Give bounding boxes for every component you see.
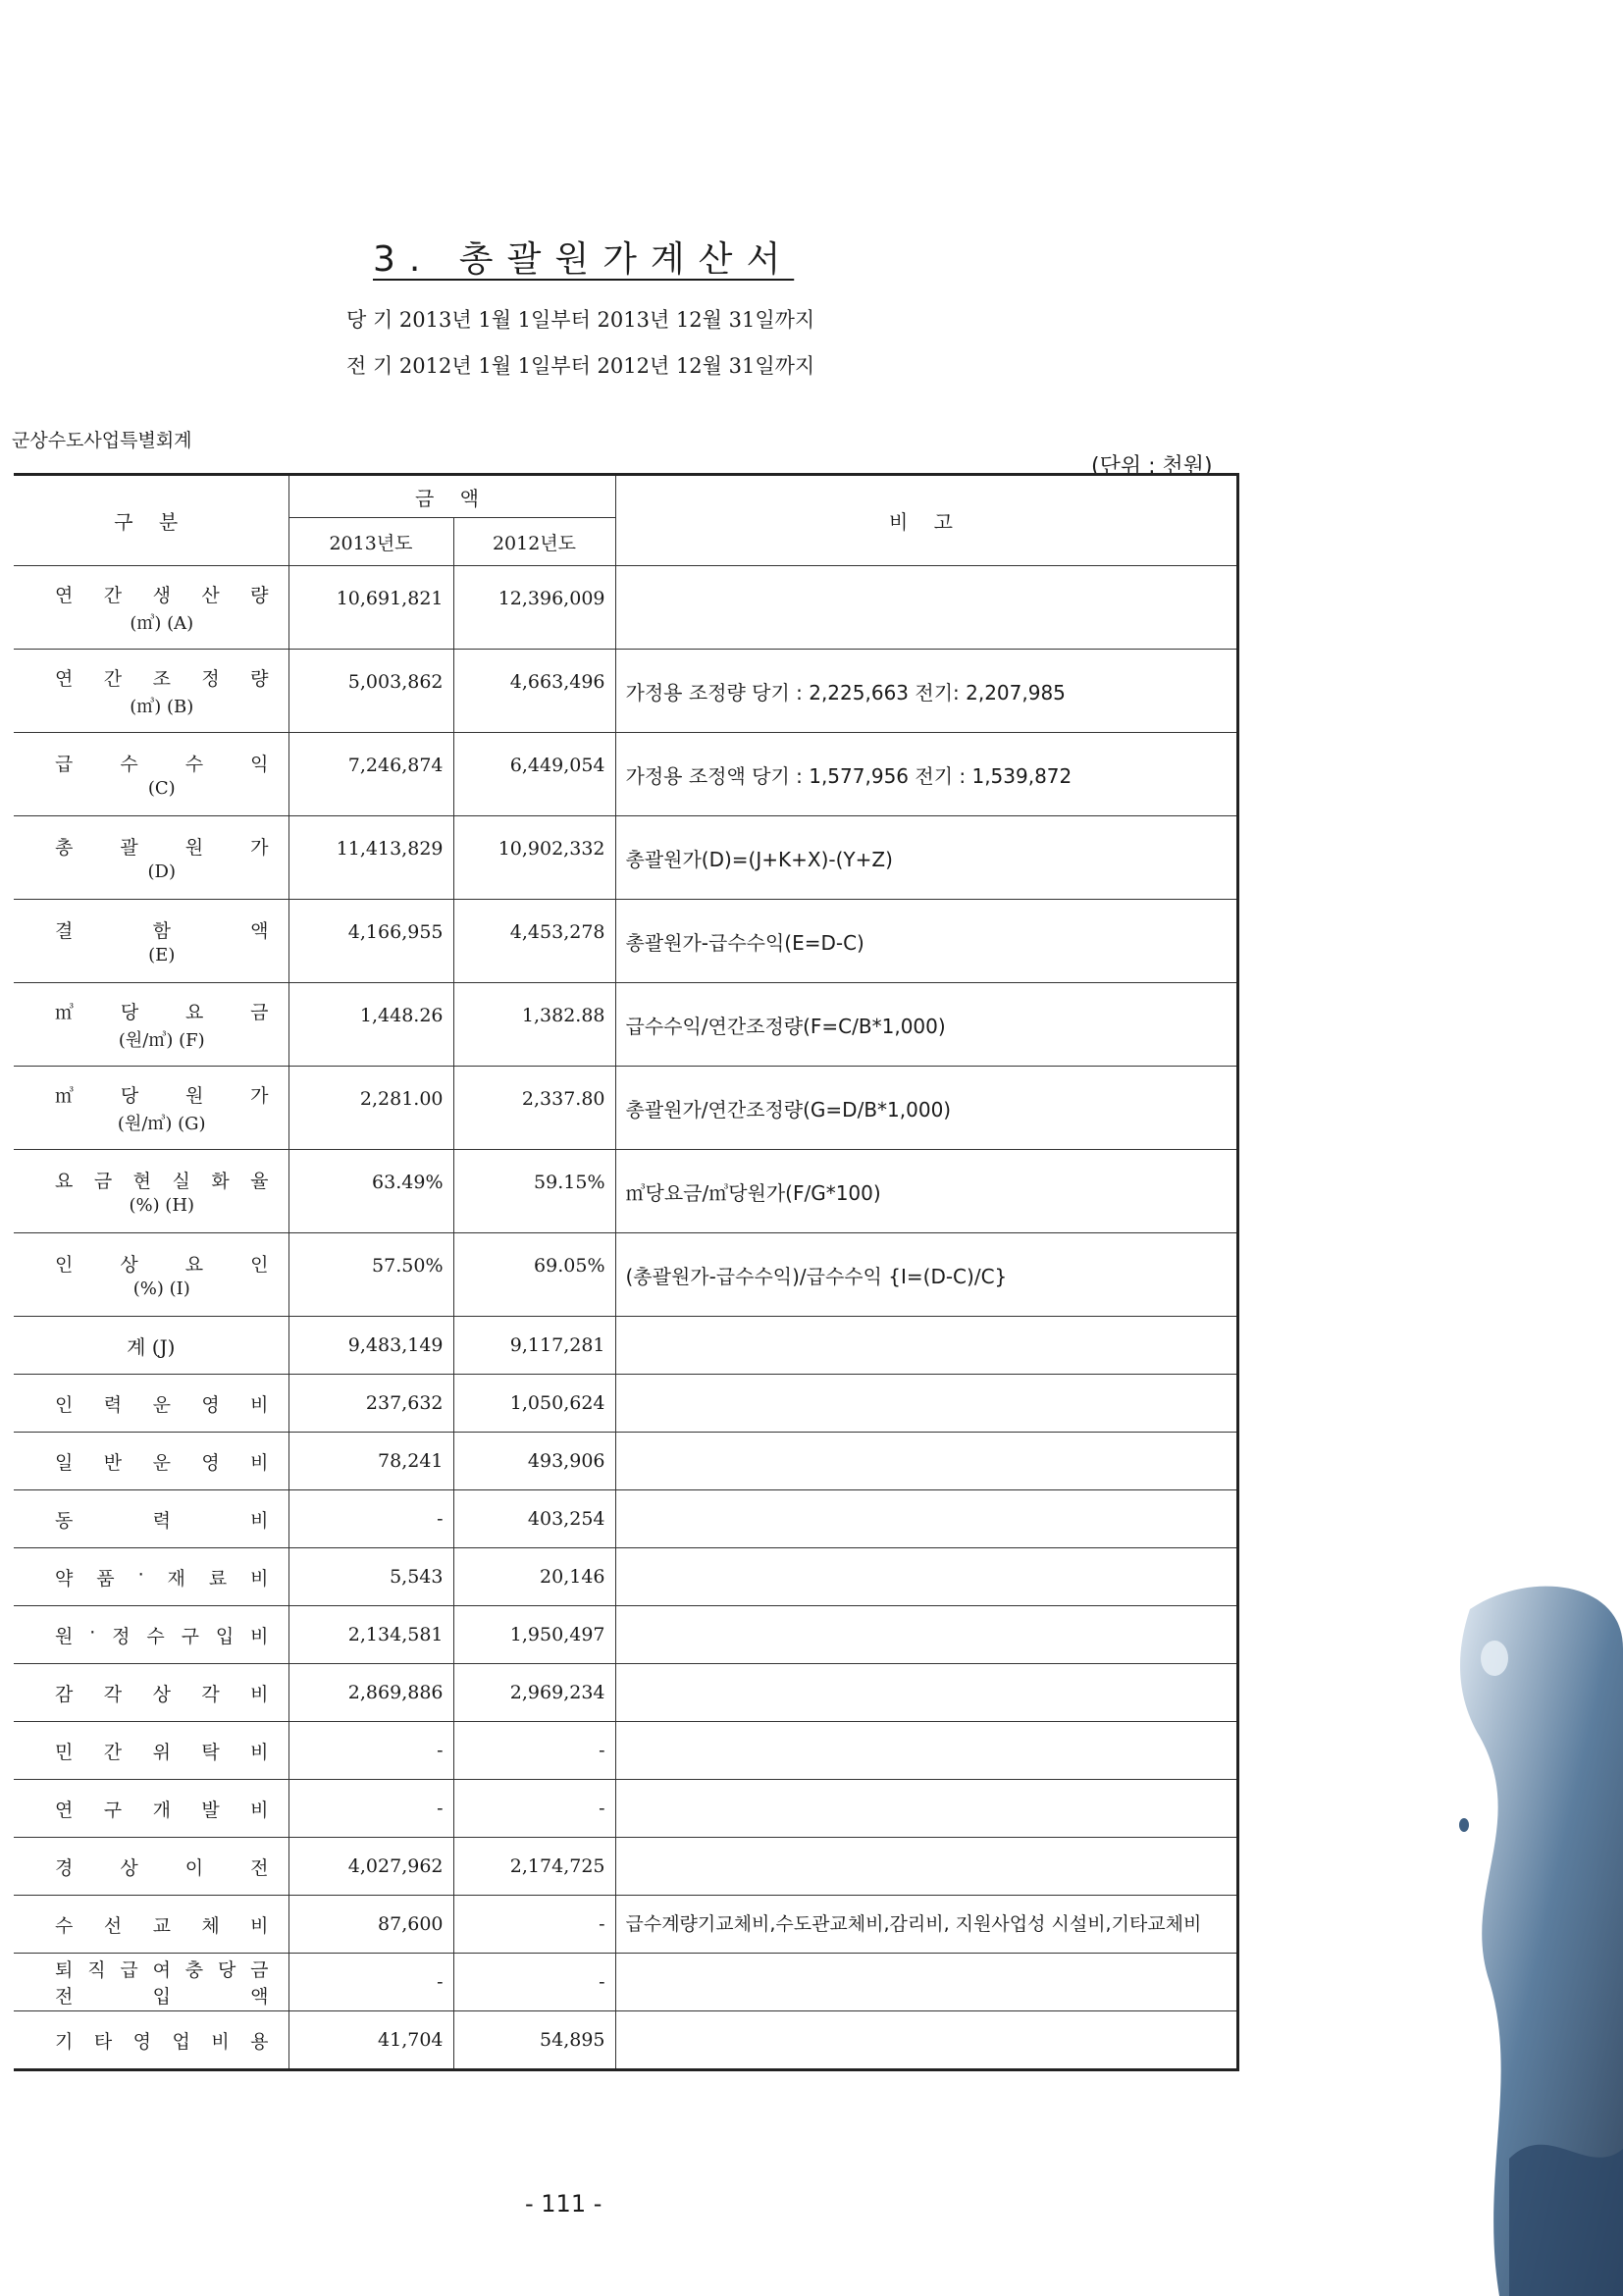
summary-current: 5,003,862 bbox=[288, 650, 453, 733]
summary-label bbox=[14, 650, 288, 733]
cost-label-char: 개 bbox=[152, 1799, 171, 1821]
summary-label-char: 원 bbox=[184, 1084, 204, 1107]
summary-label-char: 당 bbox=[120, 1001, 139, 1023]
summary-current: 2,281.00 bbox=[288, 1067, 453, 1150]
summary-label-char: 액 bbox=[250, 920, 269, 942]
cost-row bbox=[14, 1433, 1237, 1490]
cost-label-char: 품 bbox=[96, 1567, 115, 1590]
summary-label bbox=[14, 1150, 288, 1233]
cost-label-char: 각 bbox=[201, 1683, 220, 1705]
page-number: - 111 - bbox=[525, 2190, 602, 2218]
summary-label bbox=[14, 733, 288, 816]
cost-label-char: 전 bbox=[250, 1856, 269, 1879]
summary-label-char: 인 bbox=[250, 1254, 269, 1276]
cost-label-char: 비 bbox=[250, 1509, 269, 1532]
cost-label bbox=[14, 1780, 288, 1838]
summary-label-char: 익 bbox=[250, 754, 269, 775]
summary-label-char: 함 bbox=[152, 920, 171, 942]
retirement-label bbox=[14, 1954, 288, 2011]
retirement-row bbox=[14, 1954, 1237, 2011]
cost-label-char: 영 bbox=[201, 1451, 220, 1474]
summary-row bbox=[14, 733, 1237, 816]
cost-label-char: 력 bbox=[152, 1509, 171, 1532]
summary-note: 가정용 조정량 당기 : 2,225,663 전기: 2,207,985 bbox=[615, 650, 1237, 733]
unit-label: (단위 : 천원) bbox=[1091, 454, 1213, 479]
other-expense-row bbox=[14, 2011, 1237, 2070]
summary-label-char: 간 bbox=[103, 584, 123, 606]
other-expense-label-char: 용 bbox=[250, 2030, 269, 2053]
summary-label-char: 실 bbox=[172, 1171, 190, 1192]
summary-prior: 2,337.80 bbox=[453, 1067, 615, 1150]
period-current: 당 기 2013년 1월 1일부터 2013년 12월 31일까지 bbox=[346, 308, 815, 332]
summary-current: 4,166,955 bbox=[288, 900, 453, 983]
cost-current: 87,600 bbox=[288, 1896, 453, 1954]
summary-label-char: 량 bbox=[250, 584, 269, 606]
cost-label-char: 운 bbox=[152, 1393, 171, 1416]
cost-label bbox=[14, 1838, 288, 1896]
summary-note: 총괄원가-급수수익(E=D-C) bbox=[615, 900, 1237, 983]
summary-label bbox=[14, 1233, 288, 1317]
summary-label-sub: (㎥) (A) bbox=[130, 612, 194, 634]
document-title: 3. 총괄원가계산서 bbox=[373, 239, 795, 280]
cost-current: - bbox=[288, 1490, 453, 1548]
summary-label-char: 당 bbox=[120, 1084, 139, 1107]
cost-row bbox=[14, 1490, 1237, 1548]
summary-label-sub: (원/㎥) (F) bbox=[118, 1029, 205, 1051]
summary-label-char: 생 bbox=[152, 584, 171, 606]
summary-label-char: 급 bbox=[55, 754, 74, 775]
summary-label-char: 상 bbox=[120, 1254, 138, 1276]
other-expense-label-char: 타 bbox=[93, 2030, 113, 2053]
summary-note: ㎥당요금/㎥당원가(F/G*100) bbox=[615, 1150, 1237, 1233]
retirement-label-char: 급 bbox=[120, 1959, 138, 1981]
cost-label-char: 교 bbox=[152, 1914, 171, 1937]
header-year-prior: 2012년도 bbox=[453, 518, 615, 566]
retirement-label-char: 퇴 bbox=[55, 1959, 74, 1981]
other-expense-label-char: 영 bbox=[132, 2030, 152, 2053]
summary-label bbox=[14, 1067, 288, 1150]
cost-label-char: · bbox=[89, 1621, 96, 1644]
summary-row bbox=[14, 1150, 1237, 1233]
summary-row bbox=[14, 983, 1237, 1067]
summary-label-char: 산 bbox=[201, 584, 220, 606]
summary-note: (총괄원가-급수수익)/급수수익 {I=(D-C)/C} bbox=[615, 1233, 1237, 1317]
cost-current: 4,027,962 bbox=[288, 1838, 453, 1896]
cost-row bbox=[14, 1664, 1237, 1722]
header-remarks: 비 고 bbox=[615, 475, 1237, 566]
cost-label bbox=[14, 1548, 288, 1606]
period-prior: 전 기 2012년 1월 1일부터 2012년 12월 31일까지 bbox=[346, 354, 815, 378]
cost-label-char: 감 bbox=[55, 1683, 74, 1705]
summary-label-sub: (%) (I) bbox=[132, 1278, 190, 1299]
summary-label-char: 결 bbox=[55, 920, 74, 942]
summary-label-char: 금 bbox=[250, 1001, 269, 1023]
total-label: 계 (J) bbox=[14, 1317, 288, 1375]
summary-label-sub: (E) bbox=[148, 945, 176, 965]
cost-prior: 403,254 bbox=[453, 1490, 615, 1548]
cost-label bbox=[14, 1375, 288, 1433]
cost-label-char: 비 bbox=[250, 1914, 269, 1937]
summary-label-char: 현 bbox=[132, 1171, 152, 1192]
cost-prior: 1,050,624 bbox=[453, 1375, 615, 1433]
summary-current: 10,691,821 bbox=[288, 566, 453, 650]
cost-label-char: 운 bbox=[152, 1451, 171, 1474]
cost-label-char: 원 bbox=[55, 1625, 74, 1647]
cost-label-char: 이 bbox=[184, 1856, 204, 1879]
cost-label-char: 입 bbox=[215, 1625, 235, 1647]
summary-label-char: 수 bbox=[120, 754, 138, 775]
cost-row bbox=[14, 1838, 1237, 1896]
cost-label-char: 민 bbox=[55, 1741, 74, 1763]
other-expense-label-char: 업 bbox=[172, 2030, 190, 2053]
cost-label-char: · bbox=[137, 1563, 144, 1586]
cost-current: 2,869,886 bbox=[288, 1664, 453, 1722]
cost-label-char: 비 bbox=[250, 1393, 269, 1416]
summary-label-char: 수 bbox=[184, 754, 204, 775]
cost-current: 237,632 bbox=[288, 1375, 453, 1433]
retirement-current: - bbox=[288, 1954, 453, 2011]
cost-row bbox=[14, 1606, 1237, 1664]
retirement-label-char: 전 bbox=[55, 1986, 74, 2008]
summary-label bbox=[14, 900, 288, 983]
summary-row bbox=[14, 650, 1237, 733]
cost-note bbox=[615, 1375, 1237, 1433]
total-note bbox=[615, 1317, 1237, 1375]
cost-label-char: 연 bbox=[55, 1799, 74, 1821]
cost-current: 2,134,581 bbox=[288, 1606, 453, 1664]
cost-note bbox=[615, 1664, 1237, 1722]
cost-prior: 2,174,725 bbox=[453, 1838, 615, 1896]
cost-label bbox=[14, 1664, 288, 1722]
cost-statement-table bbox=[14, 473, 1239, 2071]
cost-note bbox=[615, 1433, 1237, 1490]
cost-row bbox=[14, 1896, 1237, 1954]
summary-label-char: 가 bbox=[250, 1084, 269, 1107]
summary-current: 57.50% bbox=[288, 1233, 453, 1317]
cost-label-char: 력 bbox=[103, 1393, 123, 1416]
summary-label-char: ㎥ bbox=[55, 1084, 75, 1107]
summary-label-char: 요 bbox=[184, 1001, 204, 1023]
cost-label-char: 정 bbox=[112, 1625, 131, 1647]
cost-label-char: 비 bbox=[250, 1683, 269, 1705]
summary-label-char: 량 bbox=[250, 667, 269, 690]
other-expense-label-char: 비 bbox=[211, 2030, 230, 2053]
cost-note bbox=[615, 1548, 1237, 1606]
summary-label-sub: (%) (H) bbox=[129, 1195, 195, 1216]
cost-note bbox=[615, 1780, 1237, 1838]
total-prior: 9,117,281 bbox=[453, 1317, 615, 1375]
header-amount: 금 액 bbox=[288, 475, 615, 518]
summary-label bbox=[14, 816, 288, 900]
summary-label-sub: (원/㎥) (G) bbox=[117, 1113, 206, 1134]
summary-row bbox=[14, 566, 1237, 650]
summary-label-char: ㎥ bbox=[55, 1001, 75, 1023]
cost-prior: 1,950,497 bbox=[453, 1606, 615, 1664]
summary-prior: 12,396,009 bbox=[453, 566, 615, 650]
summary-prior: 4,453,278 bbox=[453, 900, 615, 983]
summary-label-char: 인 bbox=[55, 1254, 74, 1276]
header-year-current: 2013년도 bbox=[288, 518, 453, 566]
cost-label bbox=[14, 1433, 288, 1490]
cost-label-char: 영 bbox=[201, 1393, 220, 1416]
cost-label-char: 수 bbox=[55, 1914, 74, 1937]
other-expense-prior: 54,895 bbox=[453, 2011, 615, 2070]
cost-note bbox=[615, 1838, 1237, 1896]
summary-prior: 1,382.88 bbox=[453, 983, 615, 1067]
summary-note: 급수수익/연간조정량(F=C/B*1,000) bbox=[615, 983, 1237, 1067]
other-expense-label-char: 기 bbox=[55, 2030, 74, 2053]
cost-note bbox=[615, 1722, 1237, 1780]
cost-label-char: 위 bbox=[152, 1741, 171, 1763]
cost-label-char: 재 bbox=[167, 1567, 185, 1590]
cost-label-char: 약 bbox=[55, 1567, 74, 1590]
cost-label-char: 료 bbox=[208, 1567, 228, 1590]
cost-prior: - bbox=[453, 1896, 615, 1954]
cost-label-char: 비 bbox=[250, 1741, 269, 1763]
summary-label-sub: (D) bbox=[147, 861, 176, 882]
cost-row bbox=[14, 1375, 1237, 1433]
summary-note: 총괄원가/연간조정량(G=D/B*1,000) bbox=[615, 1067, 1237, 1150]
summary-note: 가정용 조정액 당기 : 1,577,956 전기 : 1,539,872 bbox=[615, 733, 1237, 816]
summary-label-char: 요 bbox=[55, 1171, 74, 1192]
cost-note: 급수계량기교체비,수도관교체비,감리비, 지원사업성 시설비,기타교체비 bbox=[615, 1896, 1237, 1954]
summary-row bbox=[14, 1067, 1237, 1150]
organization-label: 군상수도사업특별회계 bbox=[12, 430, 192, 451]
cost-label-char: 수 bbox=[146, 1625, 165, 1647]
cost-label-char: 구 bbox=[181, 1625, 199, 1647]
cost-label-char: 체 bbox=[201, 1914, 220, 1937]
cost-current: - bbox=[288, 1722, 453, 1780]
summary-row bbox=[14, 1233, 1237, 1317]
cost-label-char: 비 bbox=[250, 1799, 269, 1821]
cost-current: 5,543 bbox=[288, 1548, 453, 1606]
retirement-label-char: 여 bbox=[152, 1959, 171, 1981]
retirement-prior: - bbox=[453, 1954, 615, 2011]
summary-current: 1,448.26 bbox=[288, 983, 453, 1067]
summary-label-char: 금 bbox=[93, 1171, 113, 1192]
summary-current: 11,413,829 bbox=[288, 816, 453, 900]
summary-prior: 10,902,332 bbox=[453, 816, 615, 900]
summary-prior: 6,449,054 bbox=[453, 733, 615, 816]
cost-note bbox=[615, 1606, 1237, 1664]
retirement-label-char: 액 bbox=[250, 1986, 269, 2008]
total-row bbox=[14, 1317, 1237, 1375]
cost-label bbox=[14, 1896, 288, 1954]
retirement-note bbox=[615, 1954, 1237, 2011]
cost-current: 78,241 bbox=[288, 1433, 453, 1490]
cost-label-char: 비 bbox=[250, 1567, 269, 1590]
cost-label-char: 경 bbox=[55, 1856, 74, 1879]
cost-label-char: 인 bbox=[55, 1393, 74, 1416]
header-category: 구 분 bbox=[14, 475, 288, 566]
cost-prior: - bbox=[453, 1780, 615, 1838]
summary-label bbox=[14, 566, 288, 650]
cost-label-char: 일 bbox=[55, 1451, 74, 1474]
cost-current: - bbox=[288, 1780, 453, 1838]
summary-label-char: 총 bbox=[55, 837, 74, 859]
summary-label-char: 율 bbox=[250, 1171, 269, 1192]
other-expense-label bbox=[14, 2011, 288, 2070]
summary-label bbox=[14, 983, 288, 1067]
summary-current: 7,246,874 bbox=[288, 733, 453, 816]
cost-label-char: 비 bbox=[250, 1451, 269, 1474]
cost-label-char: 간 bbox=[103, 1741, 123, 1763]
cost-label-char: 발 bbox=[201, 1799, 220, 1821]
summary-label-char: 요 bbox=[184, 1254, 204, 1276]
retirement-label-char: 금 bbox=[250, 1959, 269, 1981]
summary-label-char: 조 bbox=[152, 667, 171, 690]
cost-label-char: 구 bbox=[103, 1799, 123, 1821]
summary-label-sub: (㎥) (B) bbox=[130, 696, 194, 717]
summary-label-char: 화 bbox=[211, 1171, 230, 1192]
summary-prior: 4,663,496 bbox=[453, 650, 615, 733]
other-expense-current: 41,704 bbox=[288, 2011, 453, 2070]
summary-label-char: 괄 bbox=[120, 837, 138, 859]
cost-label-char: 각 bbox=[103, 1683, 123, 1705]
summary-row bbox=[14, 900, 1237, 983]
cost-label-char: 반 bbox=[103, 1451, 123, 1474]
cost-prior: 493,906 bbox=[453, 1433, 615, 1490]
cost-label bbox=[14, 1722, 288, 1780]
cost-label bbox=[14, 1606, 288, 1664]
summary-note: 총괄원가(D)=(J+K+X)-(Y+Z) bbox=[615, 816, 1237, 900]
cost-prior: 2,969,234 bbox=[453, 1664, 615, 1722]
cost-note bbox=[615, 1490, 1237, 1548]
summary-label-sub: (C) bbox=[147, 778, 176, 799]
cost-label-char: 상 bbox=[152, 1683, 171, 1705]
retirement-label-char: 당 bbox=[217, 1959, 236, 1981]
cost-label-char: 동 bbox=[55, 1509, 74, 1532]
cost-row bbox=[14, 1722, 1237, 1780]
cost-label-char: 비 bbox=[250, 1625, 269, 1647]
retirement-label-char: 충 bbox=[184, 1959, 204, 1981]
water-splash-decoration bbox=[1440, 1570, 1623, 2296]
cost-row bbox=[14, 1548, 1237, 1606]
other-expense-note bbox=[615, 2011, 1237, 2070]
summary-label-char: 원 bbox=[184, 837, 204, 859]
cost-label bbox=[14, 1490, 288, 1548]
summary-note bbox=[615, 566, 1237, 650]
retirement-label-char: 입 bbox=[152, 1986, 171, 2008]
cost-label-char: 상 bbox=[120, 1856, 138, 1879]
total-current: 9,483,149 bbox=[288, 1317, 453, 1375]
cost-prior: - bbox=[453, 1722, 615, 1780]
summary-label-char: 간 bbox=[103, 667, 123, 690]
summary-current: 63.49% bbox=[288, 1150, 453, 1233]
summary-label-char: 연 bbox=[55, 667, 74, 690]
summary-label-char: 정 bbox=[201, 667, 220, 690]
summary-label-char: 연 bbox=[55, 584, 74, 606]
summary-prior: 69.05% bbox=[453, 1233, 615, 1317]
cost-label-char: 선 bbox=[103, 1914, 123, 1937]
cost-label-char: 탁 bbox=[201, 1741, 220, 1763]
summary-prior: 59.15% bbox=[453, 1150, 615, 1233]
cost-prior: 20,146 bbox=[453, 1548, 615, 1606]
cost-row bbox=[14, 1780, 1237, 1838]
summary-label-char: 가 bbox=[250, 837, 269, 859]
retirement-label-char: 직 bbox=[87, 1959, 106, 1981]
summary-row bbox=[14, 816, 1237, 900]
